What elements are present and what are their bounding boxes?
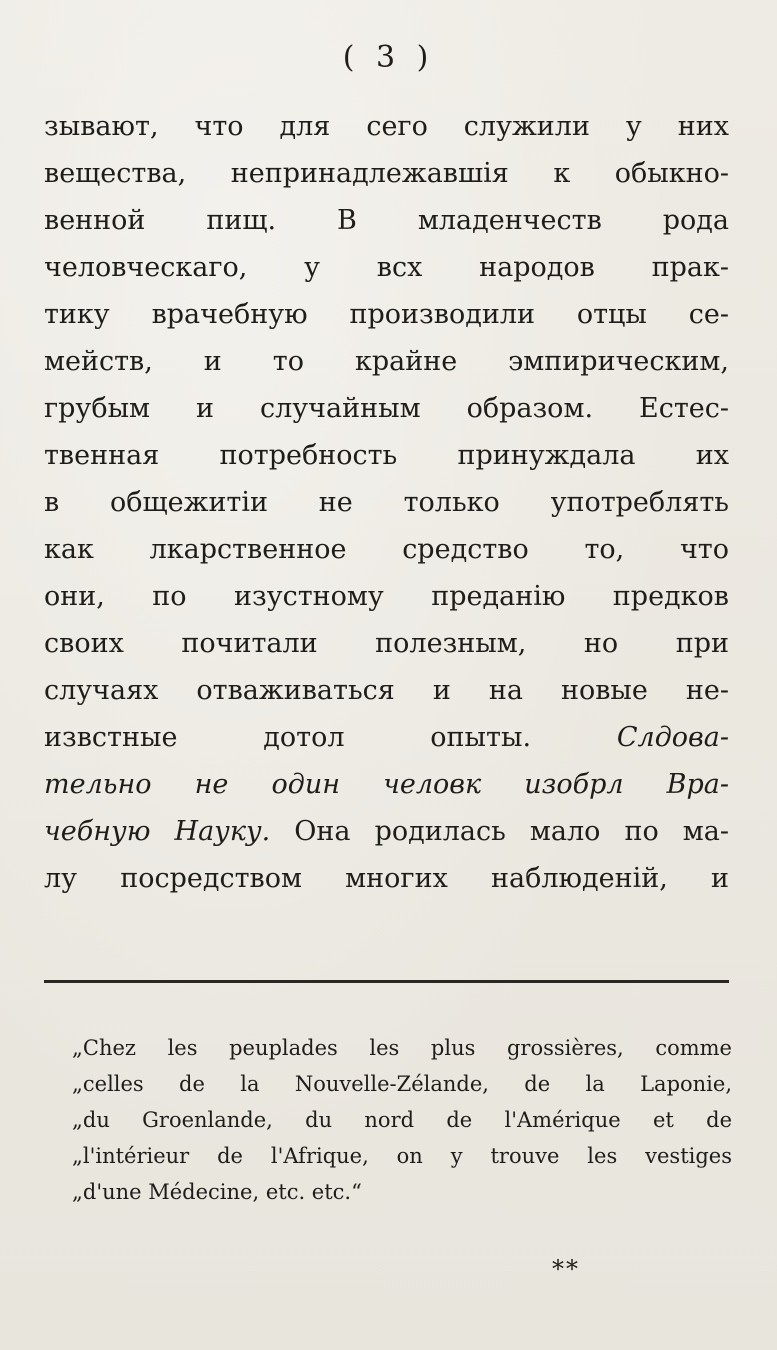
text-line-mixed xyxy=(44,808,729,855)
footnote-line: „du Groenlande, du nord de l'Amérique et de xyxy=(72,1108,732,1132)
text-line: зывают, что для сего служили у них xyxy=(44,111,729,142)
text-segment: Она родилась мало по ма- xyxy=(294,816,729,847)
footnote-line: „celles de la Nouvelle-Zélande, de la Laponie, xyxy=(72,1072,732,1096)
italic-segment: чебную Науку. xyxy=(44,816,271,847)
text-line: они, по изустному преданію предков xyxy=(44,581,729,612)
text-line: как лкарственное средство то, что xyxy=(44,534,729,565)
text-line: мейств, и то крайне эмпирическим, xyxy=(44,346,729,377)
text-line-mixed xyxy=(44,714,729,761)
footnote-line: „l'intérieur de l'Afrique, on y trouve les vestiges xyxy=(72,1144,732,1168)
catchword: ** xyxy=(552,1255,580,1283)
footnote-line: „Chez les peuplades les plus grossières, comme xyxy=(72,1036,732,1060)
text-line: грубым и случайным образом. Естес- xyxy=(44,393,729,424)
text-line: венной пищ. В младенчеств рода xyxy=(44,205,729,236)
main-text xyxy=(44,103,729,902)
italic-segment: тельно не один человк изобрл Вра- xyxy=(44,769,729,800)
italic-segment: Слдова- xyxy=(616,722,729,753)
text-line: твенная потребность принуждала их xyxy=(44,440,729,471)
text-line: своих почитали полезным, но при xyxy=(44,628,729,659)
text-line: человческаго, у всх народов прак- xyxy=(44,252,729,283)
text-line-italic xyxy=(44,761,729,808)
text-segment: извстные дотол опыты. xyxy=(44,722,532,753)
text-line: случаях отваживаться и на новые не- xyxy=(44,675,729,706)
footnote xyxy=(72,1030,732,1210)
text-line: лу посредством многих наблюденій, и xyxy=(44,863,729,894)
text-line: вещества, непринадлежавшія к обыкно- xyxy=(44,158,729,189)
page-number: ( 3 ) xyxy=(342,40,435,75)
text-line: тику врачебную производили отцы се- xyxy=(44,299,729,330)
text-line: в общежитіи не только употреблять xyxy=(44,487,729,518)
footnote-line: „d'une Médecine, etc. etc.“ xyxy=(72,1180,362,1204)
footnote-rule xyxy=(44,980,729,983)
